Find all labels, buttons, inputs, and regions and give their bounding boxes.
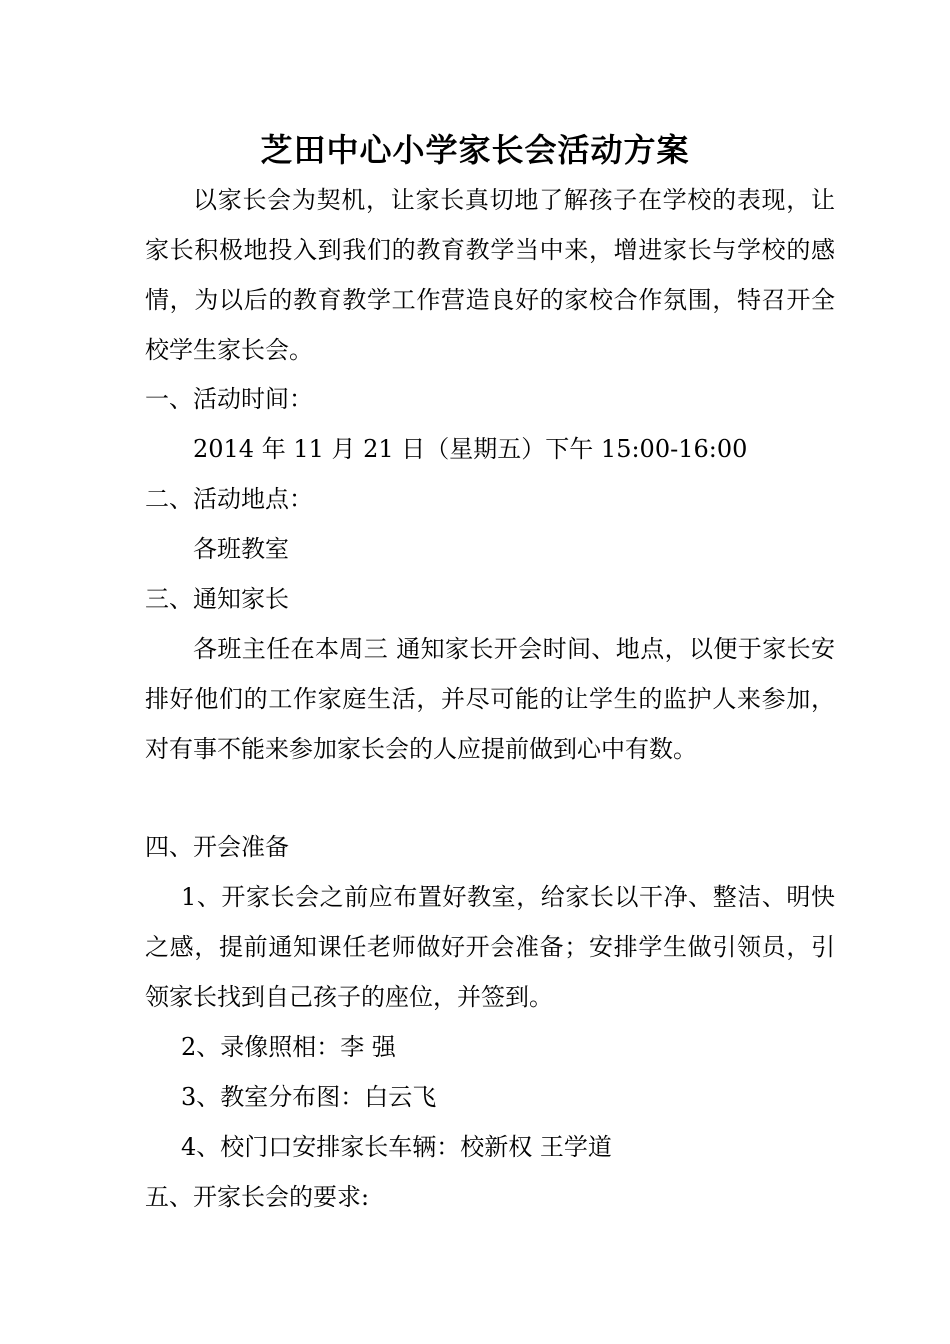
section-1-heading: 一、活动时间： — [145, 385, 313, 413]
document-title: 芝田中心小学家长会活动方案 — [260, 131, 690, 169]
section-4-heading: 四、开会准备 — [145, 833, 289, 861]
notify-parents-paragraph: 各班主任在本周三 通知家长开会时间、地点，以便于家长安排好他们的工作家庭生活，并尽可能的让学生的监护人来参加，对有事不能来参加家长会的人应提前做到心中有数。 — [145, 635, 835, 763]
intro-paragraph: 以家长会为契机，让家长真切地了解孩子在学校的表现，让家长积极地投入到我们的教育教学当中来，增进家长与学校的感情，为以后的教育教学工作营造良好的家校合作氛围，特召开全校学生家长会。 — [145, 186, 835, 364]
activity-time: 2014 年 11 月 21 日（星期五）下午 15:00-16:00 — [193, 435, 748, 463]
section-3-heading: 三、通知家长 — [145, 585, 289, 613]
section-2-heading: 二、活动地点： — [145, 485, 313, 513]
activity-location: 各班教室 — [193, 535, 289, 563]
preparation-item-4: 4、校门口安排家长车辆：校新权 王学道 — [181, 1133, 612, 1161]
preparation-item-3: 3、教室分布图：白云飞 — [181, 1083, 437, 1111]
section-5-heading: 五、开家长会的要求: — [145, 1183, 370, 1211]
preparation-item-1: 1、开家长会之前应布置好教室，给家长以干净、整洁、明快之感，提前通知课任老师做好开会准备；安排学生做引领员，引领家长找到自己孩子的座位，并签到。 — [145, 883, 835, 1011]
preparation-item-2: 2、录像照相：李 强 — [181, 1033, 396, 1061]
